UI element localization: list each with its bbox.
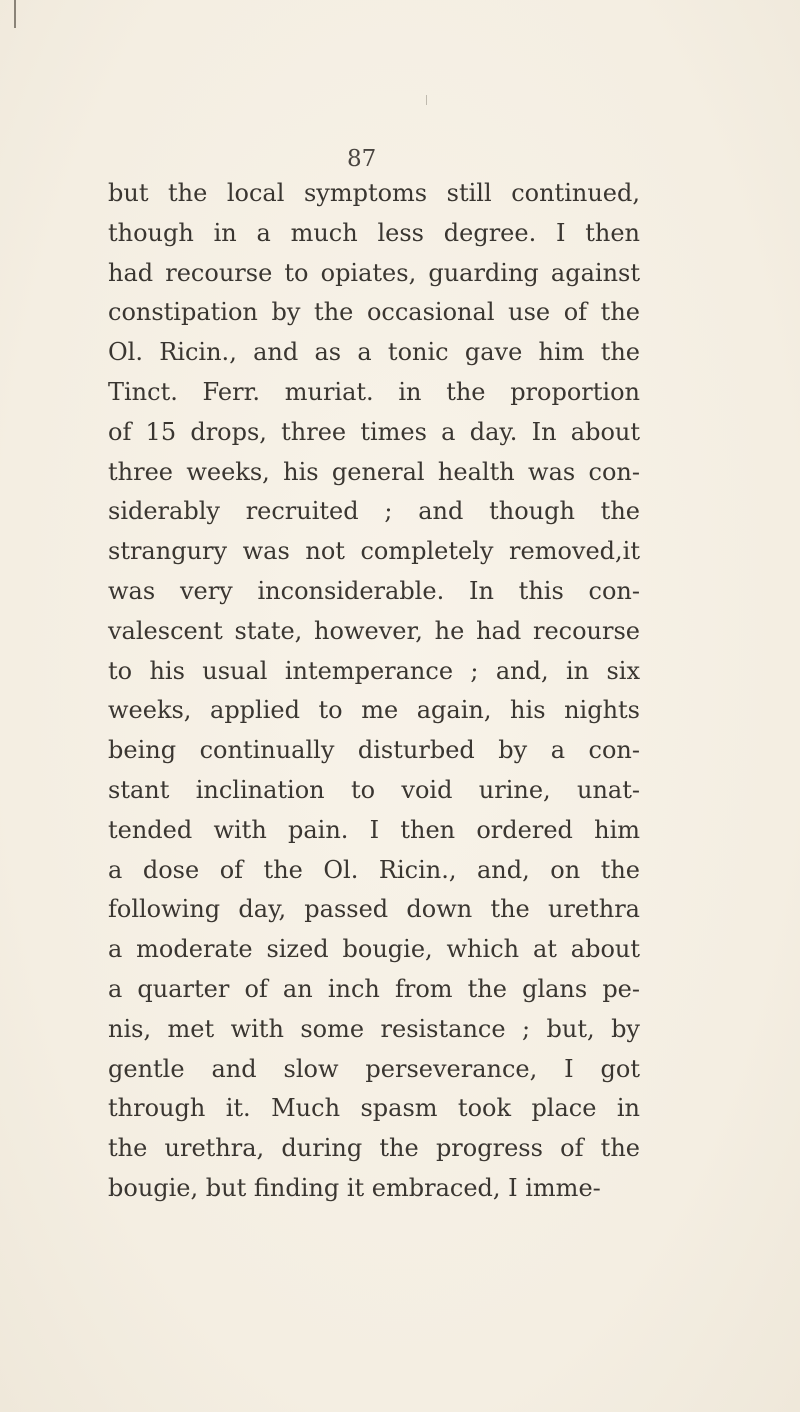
text-line: gentle and slow perseverance, I got <box>108 1054 640 1083</box>
text-line: weeks, applied to me again, his nights <box>108 696 640 725</box>
page-number: 87 <box>347 146 377 172</box>
text-line: through it. Much spasm took place in <box>108 1094 640 1123</box>
text-line: of 15 drops, three times a day. In about <box>108 417 640 446</box>
text-line: a dose of the Ol. Ricin., and, on the <box>108 855 640 884</box>
text-line: three weeks, his general health was con- <box>108 457 640 486</box>
text-line: siderably recruited ; and though the <box>108 497 640 526</box>
text-line: had recourse to opiates, guarding against <box>108 258 640 287</box>
text-line: to his usual intemperance ; and, in six <box>108 656 640 685</box>
text-line: but the local symptoms still continued, <box>108 179 640 207</box>
text-line: constipation by the occasional use of the <box>108 298 640 327</box>
text-line: following day, passed down the urethra <box>108 895 640 924</box>
text-line: being continually disturbed by a con- <box>108 736 640 765</box>
text-line: valescent state, however, he had recourse <box>108 616 640 645</box>
scan-mark-top-left <box>14 0 16 28</box>
text-line: Ol. Ricin., and as a tonic gave him the <box>108 338 640 367</box>
text-line: nis, met with some resistance ; but, by <box>108 1014 640 1043</box>
text-line: though in a much less degree. I then <box>108 218 640 247</box>
text-line: stant inclination to void urine, unat- <box>108 775 640 804</box>
text-line: a moderate sized bougie, which at about <box>108 935 640 964</box>
text-line: bougie, but finding it embraced, I imme- <box>108 1173 601 1202</box>
scan-mark-top <box>426 95 427 105</box>
text-line: strangury was not completely removed,it <box>108 537 640 566</box>
text-line: a quarter of an inch from the glans pe- <box>108 974 640 1003</box>
body-text <box>108 174 640 1209</box>
text-line: tended with pain. I then ordered him <box>108 815 640 844</box>
text-line: Tinct. Ferr. muriat. in the proportion <box>108 377 640 406</box>
text-line: was very inconsiderable. In this con- <box>108 576 640 605</box>
text-line: the urethra, during the progress of the <box>108 1134 640 1163</box>
